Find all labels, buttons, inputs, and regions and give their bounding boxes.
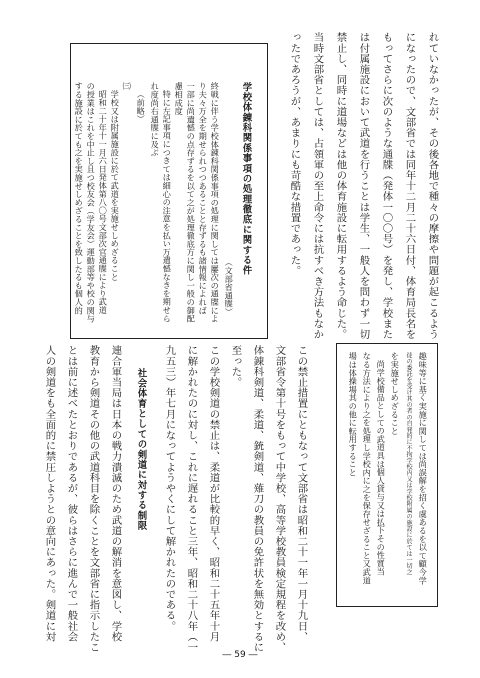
notice-cont-line-1: 趣味等に基く実施に関しては尚誤解を招く虞あるを以て顧今学 [418, 352, 429, 585]
lower-b-line-3: とは前に述べたとおりであるが、彼らはさらに進んで一般社会 [65, 345, 78, 642]
notice-line-2: り夫々万全を期せられつつあることと存ずるも諸情報によれば [198, 82, 209, 315]
section-heading: 社会体育としての剣道に対する制限 [135, 368, 147, 532]
lower-a-line-3: 体錬科剣道、柔道、銃剣道、薙刀の教員の免許状を無効とするに [251, 345, 264, 653]
upper-line-6: 当時文部省としては、占領軍の至上命令には抗すべき方法もなか [311, 32, 324, 340]
upper-line-5: 禁止し、同時に道場などは他の体育施設に転用するよう命じた。 [334, 32, 347, 340]
lower-a-line-7: 九五三）年七月になってようやくにして解かれたのである。 [163, 345, 176, 632]
notice-cont-line-2: 徒の委託を受け其の者の自発的に不拘学校内又は学校附属の施設に於ては一切之 [405, 352, 413, 576]
lower-a-line-2: 文部省令第十号をもって中学校、高等学校教員検定規程を改め、 [273, 345, 286, 653]
notice-cont-line-4: 尚学校備品としての武道具は個人貸与又は払下その性質当 [376, 360, 387, 576]
notice-cont-line-3: を実施せしめざること [390, 352, 401, 435]
notice-cont-line-6: 場は体操場其の他に転用すること [348, 352, 359, 477]
page-number: ― 59 ― [222, 650, 258, 660]
lower-a-line-5: この学校剣道の禁止は、柔道が比較的早く、昭和二十五年十月 [207, 345, 220, 642]
notice-line-8: ㈢ [122, 82, 133, 91]
notice-box-right [336, 343, 438, 607]
notice-line-1: 終戦に伴う学校体錬科関係事項の処理に関しては屢次の通牒によ [210, 82, 221, 323]
notice-box-left [70, 43, 268, 339]
notice-line-6: れ度尚右通牒に及ぶ [150, 82, 161, 157]
lower-b-line-1: 連合軍当局は日本の戦力潰滅のため武道の解消を意図し、学校 [109, 345, 122, 642]
notice-line-10: 昭和二十年十一月六日発体第八〇号文部次官通牒により武道 [98, 90, 109, 315]
notice-issuer: （文部省通牒） [224, 258, 235, 317]
lower-b-line-2: 教育から剣道その他の武道科目を除くことを文部省に指示したこ [87, 345, 100, 653]
upper-line-3: もってさらに次のような通牒（発体一〇〇号）を発し、学校また [380, 32, 393, 340]
notice-line-9: 学校又は附属施設に於て武道を実施せしめざること [110, 90, 121, 281]
notice-line-12: する施設に於ても之を実施せしめざることを致したるも個人的 [74, 82, 85, 315]
notice-line-5: 特に左記事項につきては細心の注意を払い万遺憾なきを期せら [162, 90, 173, 323]
notice-cont-line-5: なる方法により之を処理し学校内に之を保存せざること又武道 [362, 352, 373, 585]
notice-line-7: （前略） [136, 90, 147, 124]
upper-line-4: は付属施設において武道を行うことは学生、一般人を問わず一切 [357, 32, 370, 340]
notice-line-3: 一部に尚遺憾の点存ずるを以て之が処理徹底方に関し一般の御配 [186, 82, 197, 323]
upper-line-2: になったので、文部省では同年十二月二十六日付、体育局長名を [403, 32, 416, 340]
lower-a-line-4: 至った。 [229, 345, 242, 388]
notice-heading: 学校体錬科関係事項の処理徹底に関する件 [240, 82, 252, 276]
lower-b-line-4: 人の剣道をも全面的に禁圧しようとの意向にあった。剣道に対 [43, 345, 56, 642]
notice-line-4: 慮相成度 [174, 82, 185, 116]
upper-line-1: れていなかったが、その後各地で種々の摩擦や問題が起こるよう [426, 32, 439, 340]
notice-line-11: の授業はこれを中止し且つ校友会（学友会）運動部等や校の関与 [86, 82, 97, 323]
upper-line-7: ったであろうが、あまりにも苛酷な措置であった。 [288, 32, 301, 276]
lower-a-line-6: に解かれたのに対し、これに遅れること三年、昭和二十八年（一 [185, 345, 198, 653]
lower-a-line-1: この禁止措置にともなって文部省は昭和二十一年一月十九日、 [295, 345, 308, 642]
